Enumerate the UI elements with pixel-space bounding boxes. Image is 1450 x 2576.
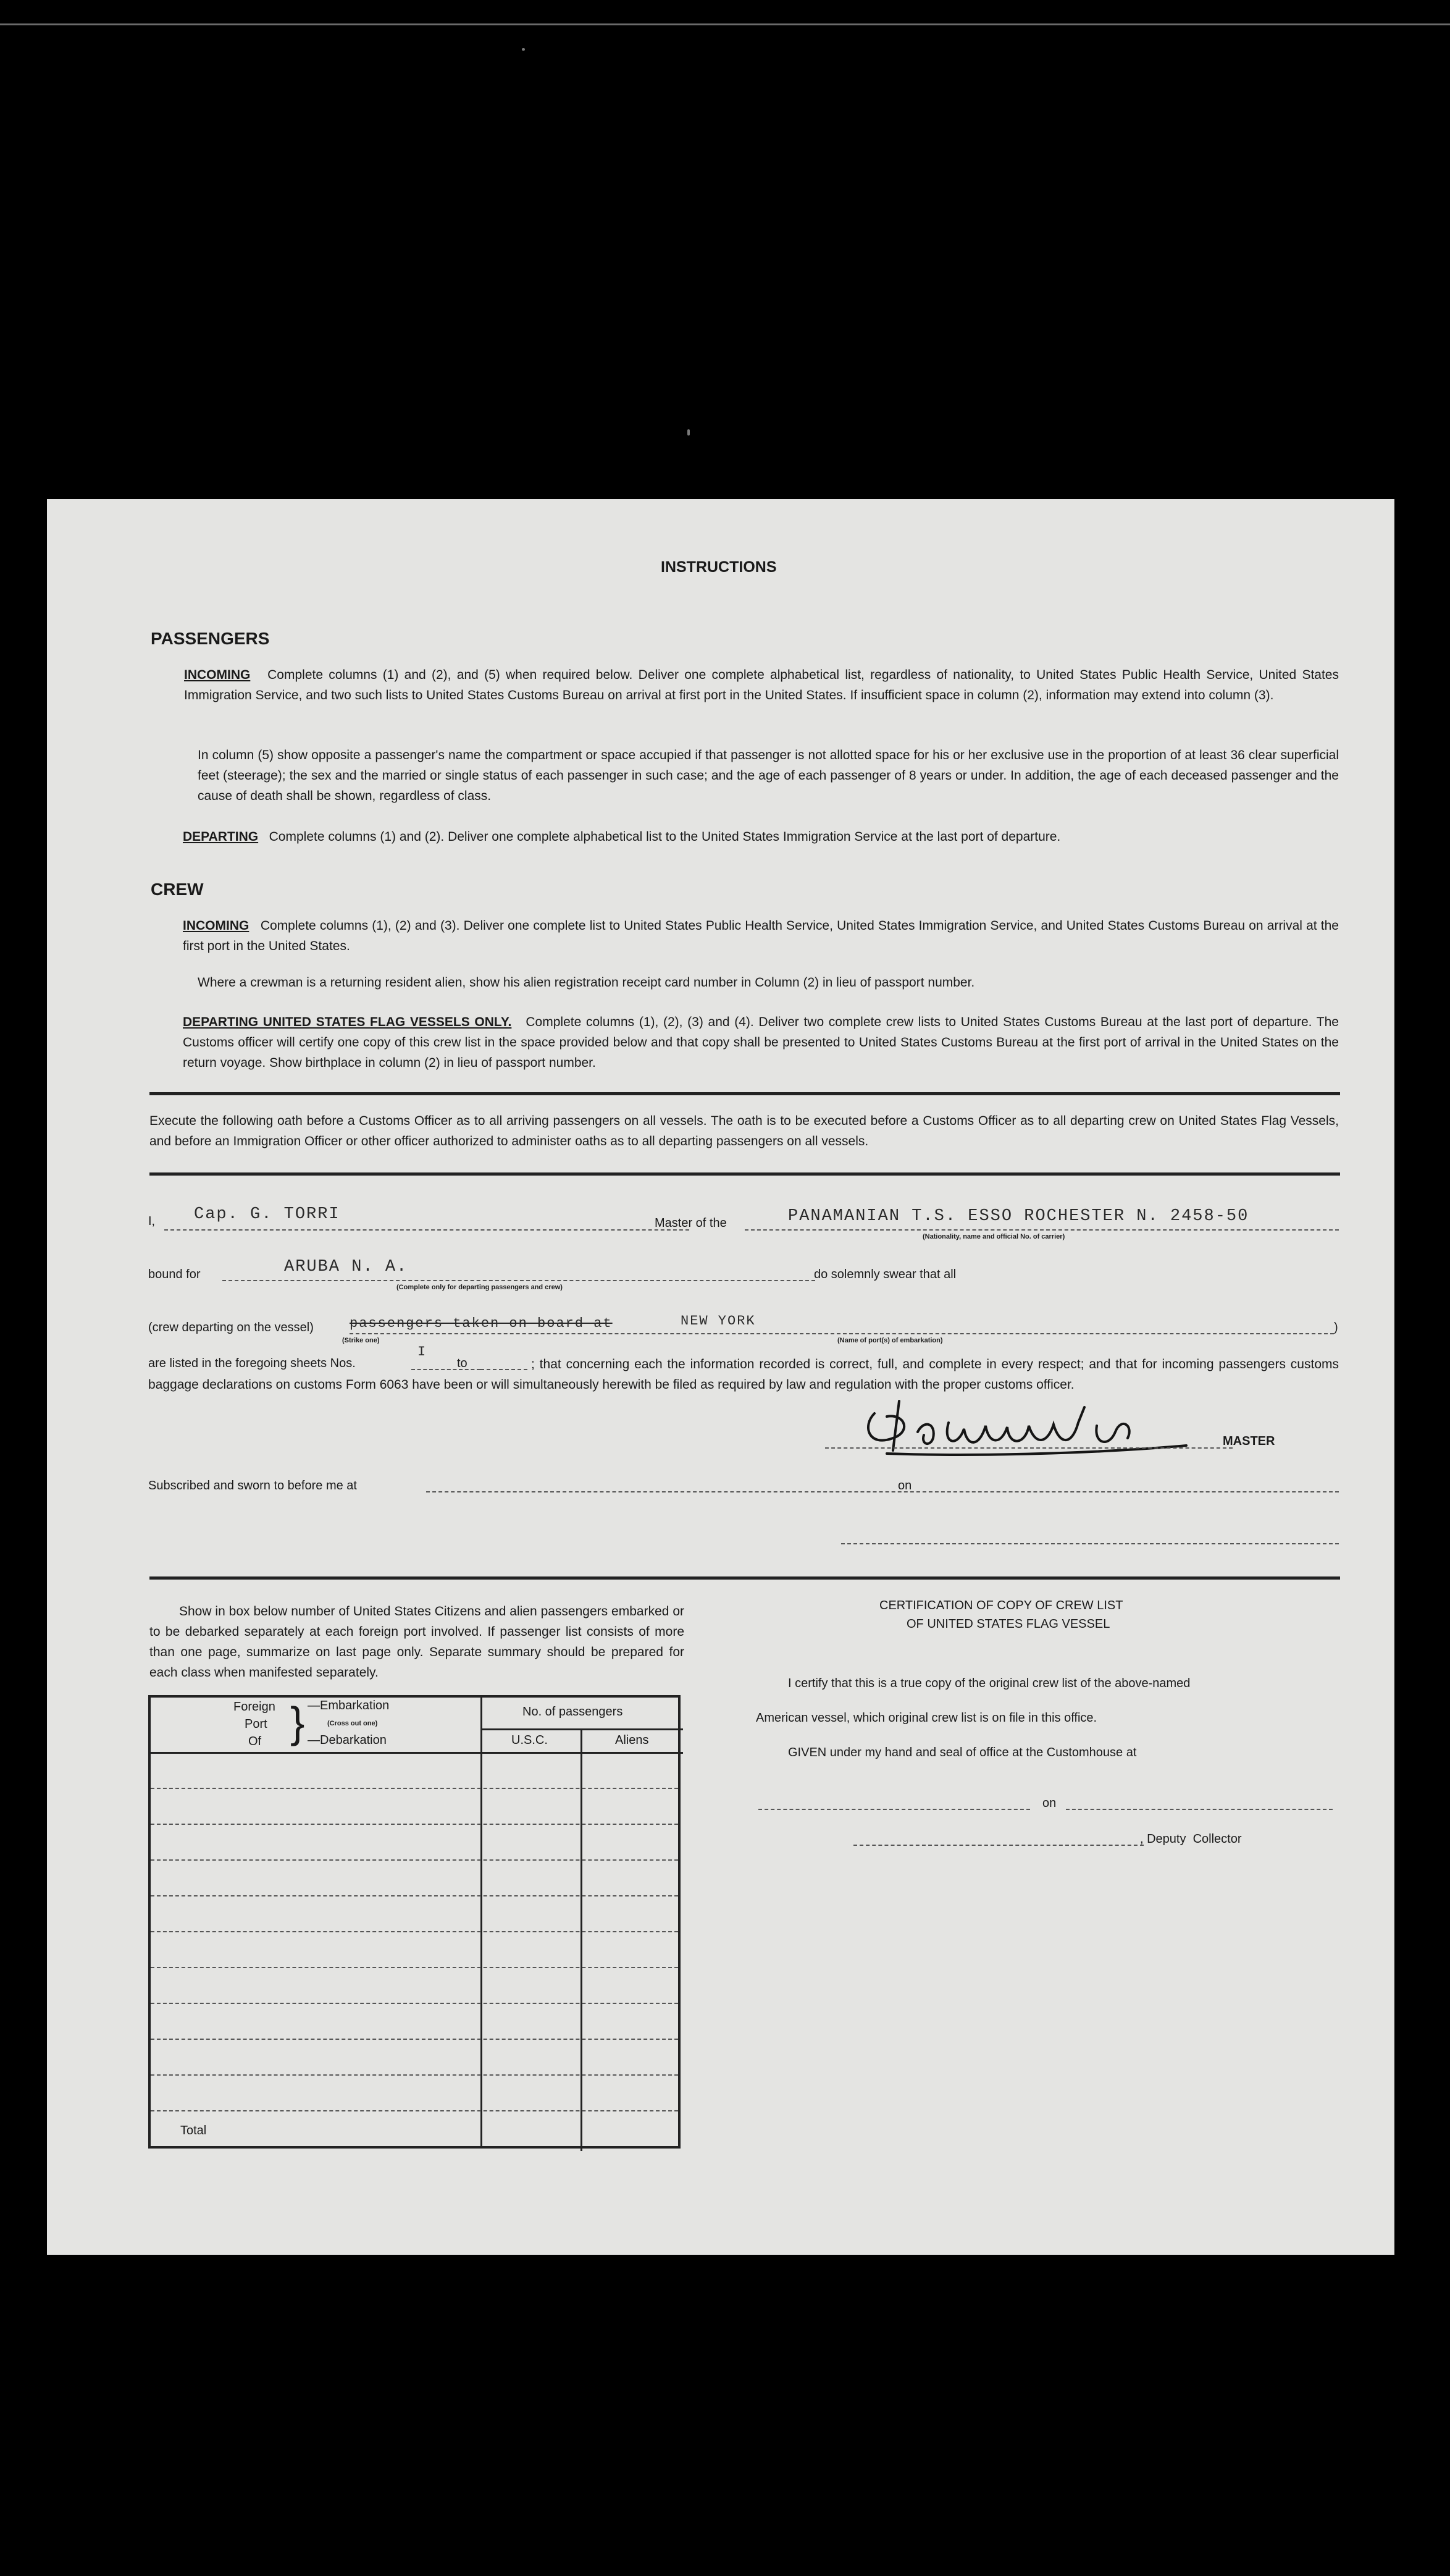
passenger-summary-table: [148, 1695, 681, 2149]
master-name-value: Cap. G. TORRI: [194, 1205, 340, 1224]
brace-glyph: }: [290, 1698, 305, 1746]
table-row: [151, 1859, 678, 1861]
oath-body-text: ; that concerning each the information recorded is correct, full, and complete in every respect; and that for incoming passengers customs baggage declarations on customs Form 6063 have been or will simultaneously herewith be filed as required by law and regulation with the proper customs officer.: [148, 1357, 1339, 1392]
swear-text: do solemnly swear that all: [814, 1268, 957, 1281]
cross-out-note: (Cross out one): [327, 1720, 378, 1727]
embarkation-option: —Embarkation: [308, 1699, 390, 1712]
certification-on-label: on: [1042, 1796, 1057, 1810]
master-label: MASTER: [1223, 1434, 1275, 1448]
table-row: [151, 1931, 678, 1932]
deputy-collector-label: , Deputy Collector: [1140, 1832, 1242, 1846]
master-signature: [850, 1389, 1245, 1466]
certification-date-line: [1066, 1809, 1333, 1810]
table-column-divider: [480, 1698, 482, 2146]
crew-flag-text: Complete columns (1), (2), (3) and (4). Deliver two complete crew lists to United States Customs Bureau at the last port of departure. The Customs officer will certify one copy of this crew list in the space provided below and that copy shall be presented to United States Customs Bureau at the first port of arrival in the United States on the return voyage. Show birthplace in column (2) in lieu of passport number.: [183, 1015, 1339, 1070]
passengers-incoming-text: Complete columns (1) and (2), and (5) when required below. Deliver one complete alphabetical list, regardless of nationality, to United States Public Health Service, United States Immigration Service, and two such lists to United States Customs Bureau on arrival at first port in the United States. If insufficient space in column (2), information may extend into column (3).: [184, 668, 1339, 702]
total-label: Total: [180, 2124, 207, 2137]
deputy-signature-line: [853, 1845, 1144, 1846]
table-row: [151, 2039, 678, 2040]
subscribed-date-line: [923, 1491, 1339, 1492]
crew-flag-label: DEPARTING UNITED STATES FLAG VESSELS ONLY.: [183, 1015, 512, 1029]
scan-speck: [687, 429, 690, 436]
sheet-from-value: I: [417, 1344, 427, 1360]
crew-flag-paragraph: [183, 1012, 1339, 1073]
table-row: [151, 1895, 678, 1896]
subscribed-place-line: [426, 1491, 932, 1492]
certification-text: I certify that this is a true copy of the original crew list of the above-named: [788, 1677, 1191, 1690]
scan-speck: [522, 48, 525, 51]
debarkation-option: —Debarkation: [308, 1733, 387, 1747]
certification-original-text: American vessel, which original crew list is on file in this office.: [756, 1711, 1097, 1725]
certification-heading-2: OF UNITED STATES FLAG VESSEL: [907, 1617, 1110, 1631]
port-label: Port: [245, 1717, 267, 1731]
embarkation-field-line: [350, 1333, 1334, 1334]
passengers-departing-paragraph: [183, 827, 1339, 847]
table-row: [151, 1824, 678, 1825]
section-divider: [149, 1092, 1340, 1095]
crew-incoming-paragraph: [183, 915, 1339, 956]
table-row: [151, 1967, 678, 1968]
scan-border-line: [0, 23, 1450, 25]
certification-heading-1: CERTIFICATION OF COPY OF CREW LIST: [879, 1599, 1123, 1612]
bound-for-field-line: [222, 1280, 815, 1281]
crew-incoming-label: INCOMING: [183, 919, 249, 933]
closing-paren: ): [1334, 1321, 1338, 1334]
bound-for-label: bound for: [148, 1268, 201, 1281]
passengers-incoming-label: INCOMING: [184, 668, 251, 682]
crew-incoming-text: Complete columns (1), (2) and (3). Deliver one complete list to United States Public Health Service, United States Immigration Service, and United States Customs Bureau on arrival at the first port in the United States.: [183, 919, 1339, 953]
name-field-line: [164, 1229, 689, 1231]
customhouse-line: [758, 1809, 1030, 1810]
embarkation-port-value: NEW YORK: [681, 1313, 756, 1329]
section-divider: [149, 1172, 1340, 1176]
oath-instructions: Execute the following oath before a Customs Officer as to all arriving passengers on all vessels. The oath is to be executed before a Customs Officer as to all departing crew on United States Flag Vessels, and before an Immigration Officer or other officer authorized to administer oaths as to all departing passengers on all vessels.: [149, 1114, 1339, 1148]
aliens-header: Aliens: [615, 1733, 649, 1747]
master-of-label: Master of the: [655, 1216, 727, 1230]
strike-caption: (Strike one): [342, 1337, 380, 1344]
usc-header: U.S.C.: [511, 1733, 548, 1747]
passengers-incoming-paragraph: [184, 665, 1339, 705]
page-title: INSTRUCTIONS: [661, 558, 777, 576]
table-row: [151, 2003, 678, 2004]
table-row: [151, 2074, 678, 2076]
passengers-heading: PASSENGERS: [151, 629, 270, 648]
passengers-departing-text: Complete columns (1) and (2). Deliver one complete alphabetical list to the United States Immigration Service at the last port of departure.: [269, 830, 1061, 844]
table-column-divider: [580, 1728, 582, 2151]
crew-resident-paragraph: Where a crewman is a returning resident alien, show his alien registration receipt card number in Column (2) in lieu of passport number.: [198, 975, 975, 990]
subscribed-on-label: on: [898, 1479, 912, 1492]
table-row: [151, 1788, 678, 1789]
passengers-departing-label: DEPARTING: [183, 830, 259, 844]
manifest-page: [47, 499, 1394, 2255]
listed-sheets-label: are listed in the foregoing sheets Nos.: [148, 1357, 356, 1370]
bound-for-value: ARUBA N. A.: [284, 1258, 408, 1276]
crew-heading: CREW: [151, 880, 204, 899]
bound-for-caption: (Complete only for departing passengers and crew): [396, 1284, 563, 1291]
vessel-field-line: [745, 1229, 1339, 1231]
table-header-divider: [151, 1752, 683, 1754]
officer-signature-line: [841, 1543, 1339, 1544]
certification-given-text: GIVEN under my hand and seal of office at the Customhouse at: [788, 1746, 1137, 1759]
no-passengers-header: No. of passengers: [522, 1705, 623, 1719]
vessel-caption: (Nationality, name and official No. of carrier): [923, 1233, 1065, 1240]
table-row: [151, 2110, 678, 2111]
crew-departing-label: (crew departing on the vessel): [148, 1321, 314, 1334]
section-divider: [149, 1576, 1340, 1580]
passengers-column5-paragraph: In column (5) show opposite a passenger's name the compartment or space accupied if that passenger is not allotted space for his or her exclusive use in the proportion of at least 36 clear superficial feet (steerage); the sex and the married or single status of each passenger in such case; and the age of each passenger of 8 years or under. In addition, the age of each deceased passenger and the cause of death shall be shown, regardless of class.: [198, 748, 1339, 803]
of-label: Of: [248, 1735, 262, 1748]
summary-instructions: Show in box below number of United States Citizens and alien passengers embarked or to be debarked separately at each foreign port involved. If passenger list consists of more than one page, summarize on last page only. Separate summary should be prepared for each class when manifested separately.: [149, 1604, 684, 1680]
sheet-to-label: to: [457, 1357, 467, 1370]
subscribed-label: Subscribed and sworn to before me at: [148, 1479, 357, 1492]
table-header-divider: [480, 1728, 683, 1730]
foreign-label: Foreign: [233, 1700, 275, 1714]
strike-option-value: passengers taken on board at: [350, 1316, 613, 1331]
oath-i-label: I,: [148, 1214, 156, 1228]
port-caption: (Name of port(s) of embarkation): [837, 1337, 943, 1344]
signature-line: [825, 1447, 1233, 1449]
vessel-value: PANAMANIAN T.S. ESSO ROCHESTER N. 2458-50: [788, 1207, 1249, 1226]
